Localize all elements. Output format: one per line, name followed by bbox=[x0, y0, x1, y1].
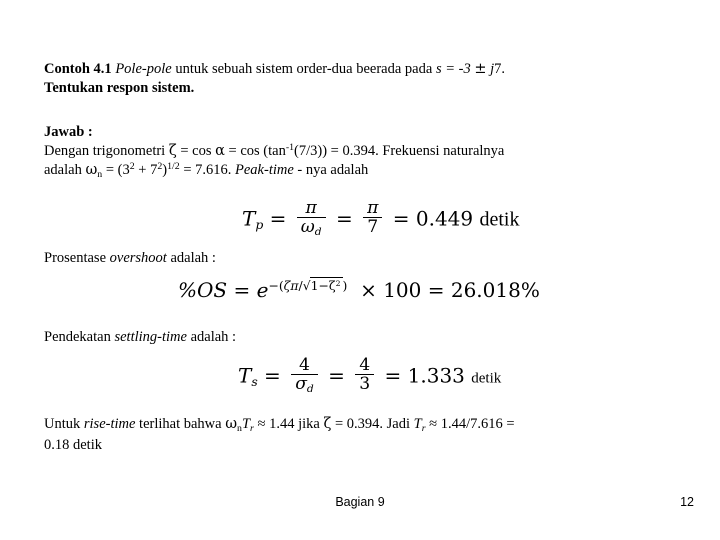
omega-symbol: ω bbox=[85, 161, 98, 178]
jawab-label: Jawab : bbox=[44, 124, 93, 140]
rise-omega-sub-n: n bbox=[237, 422, 242, 434]
alpha-symbol: α bbox=[215, 142, 225, 159]
eq-os-exponent: −(ζπ/√1−ζ2 ) bbox=[268, 278, 348, 293]
rise-approx-2: ≈ 1.44/7.616 = bbox=[425, 416, 515, 432]
rise-zeta-symbol: ζ bbox=[323, 416, 332, 432]
eq-ts-num2: 4 bbox=[359, 355, 371, 376]
eq-tp-sub-p: p bbox=[255, 216, 264, 232]
contoh-equation-s: s = -3 bbox=[435, 61, 475, 77]
overshoot-prefix: Prosentase bbox=[44, 250, 110, 266]
jawab-line1a: Dengan trigonometri bbox=[44, 142, 169, 159]
rise-T-sub-r: r bbox=[250, 422, 254, 434]
eq-os-label: %OS bbox=[178, 277, 228, 302]
equation-peak-time bbox=[242, 200, 519, 240]
eq-ts-fraction-1 bbox=[291, 356, 318, 396]
eq-tp-equals1: = bbox=[263, 206, 293, 231]
contoh-line2: Tentukan respon sistem. bbox=[44, 79, 195, 96]
settling-italic-term: settling-time bbox=[114, 329, 187, 345]
rise-approx-1: ≈ 1.44 jika bbox=[253, 416, 324, 432]
eq-os-sqrt-inner: 1−ζ bbox=[310, 278, 336, 293]
jawab-sup-half: 1/2 bbox=[167, 160, 180, 172]
equation-settling-time bbox=[238, 357, 501, 397]
eq-os-sqrt-inner-sup: 2 bbox=[335, 278, 341, 288]
overshoot-suffix: adalah : bbox=[166, 250, 216, 266]
eq-ts-T: T bbox=[238, 363, 252, 388]
contoh-j: j bbox=[486, 61, 495, 77]
omega-subscript-n: n bbox=[97, 168, 103, 180]
eq-ts-unit: detik bbox=[471, 370, 502, 387]
eq-ts-equals2: = bbox=[321, 363, 352, 388]
eq-tp-den1-sub: d bbox=[314, 225, 322, 239]
eq-ts-num1: 4 bbox=[299, 355, 310, 375]
rise-mid: terlihat bahwa bbox=[135, 416, 226, 432]
eq-tp-T: T bbox=[242, 206, 256, 231]
eq-ts-equals3: = 1.333 bbox=[378, 363, 472, 388]
paragraph-settling bbox=[44, 328, 680, 347]
eq-tp-num1: π bbox=[305, 198, 317, 218]
eq-os-times-100: × 100 = 26.018% bbox=[360, 277, 540, 302]
settling-prefix: Pendekatan bbox=[44, 329, 115, 345]
jawab-line2e: = 7.616. bbox=[179, 161, 236, 178]
eq-ts-fraction-2 bbox=[355, 356, 374, 395]
rise-T-symbol-2: T bbox=[413, 416, 422, 432]
jawab-superscript-inv: -1 bbox=[285, 141, 295, 153]
rise-omega-symbol: ω bbox=[225, 416, 238, 432]
jawab-line2d: ) bbox=[162, 161, 168, 178]
plus-minus-icon: ± bbox=[474, 61, 487, 77]
jawab-line2f: - nya adalah bbox=[293, 161, 369, 178]
eq-tp-den1-omega: ω bbox=[300, 217, 315, 238]
jawab-sup-2b: 2 bbox=[157, 160, 163, 172]
eq-tp-equals2: = bbox=[329, 206, 360, 231]
paragraph-overshoot bbox=[44, 249, 680, 268]
footer-page-number: 12 bbox=[680, 495, 694, 509]
jawab-line1d: (7/3)) = 0.394. Frekuensi naturalnya bbox=[294, 142, 505, 159]
settling-suffix: adalah : bbox=[186, 329, 237, 345]
rise-T-symbol: T bbox=[241, 416, 251, 432]
contoh-number: 7. bbox=[494, 61, 506, 77]
eq-os-exp-slash: / bbox=[298, 278, 303, 293]
eq-tp-den2: 7 bbox=[363, 217, 382, 238]
rise-T-sub-r-2: r bbox=[421, 422, 426, 434]
paragraph-rise-time bbox=[44, 415, 680, 454]
peak-time-italic: Peak-time bbox=[235, 161, 294, 178]
eq-ts-equals1: = bbox=[257, 363, 288, 388]
eq-tp-unit: detik bbox=[479, 208, 520, 231]
eq-os-base: e bbox=[256, 277, 269, 302]
eq-os-sqrt-symbol: √ bbox=[302, 278, 311, 293]
eq-ts-sub-s: s bbox=[251, 373, 258, 389]
equation-percent-overshoot bbox=[178, 277, 540, 302]
rise-italic-term: rise-time bbox=[83, 416, 136, 432]
zeta-symbol: ζ bbox=[168, 142, 177, 159]
rise-mid-2: = 0.394. Jadi bbox=[331, 416, 414, 432]
eq-ts-den1-sigma: σ bbox=[295, 374, 307, 395]
eq-tp-equals3: = 0.449 bbox=[386, 206, 480, 231]
eq-os-exp-pi: π bbox=[290, 278, 299, 293]
eq-os-exp-minus: − bbox=[268, 278, 279, 293]
overshoot-italic-term: overshoot bbox=[109, 250, 167, 266]
jawab-line1c: = cos (tan bbox=[224, 142, 286, 159]
eq-tp-num2: π bbox=[367, 198, 379, 219]
footer-section-label: Bagian 9 bbox=[335, 495, 385, 509]
jawab-sup-2a: 2 bbox=[129, 160, 135, 172]
eq-os-equals: = bbox=[227, 277, 257, 302]
eq-os-exp-zeta: ζ bbox=[283, 278, 291, 293]
contoh-italic-term: Pole-pole bbox=[115, 61, 172, 77]
contoh-label: Contoh 4.1 bbox=[44, 61, 112, 77]
jawab-line2b: = (3 bbox=[102, 161, 130, 178]
jawab-line1b: = cos bbox=[176, 142, 216, 159]
eq-tp-fraction-2 bbox=[363, 199, 382, 238]
eq-ts-den1-sub: d bbox=[306, 382, 314, 396]
paragraph-jawab bbox=[44, 123, 680, 182]
jawab-line2a: adalah bbox=[44, 161, 86, 178]
contoh-rest: untuk sebuah sistem order-dua beerada pada bbox=[171, 61, 436, 77]
jawab-line2c: + 7 bbox=[134, 161, 158, 178]
eq-tp-fraction-1 bbox=[297, 199, 326, 239]
rise-prefix: Untuk bbox=[44, 416, 84, 432]
paragraph-contoh bbox=[44, 60, 680, 98]
eq-os-sqrt-radicand bbox=[310, 277, 343, 293]
rise-line2: 0.18 detik bbox=[44, 436, 102, 453]
eq-ts-den2: 3 bbox=[355, 374, 374, 395]
